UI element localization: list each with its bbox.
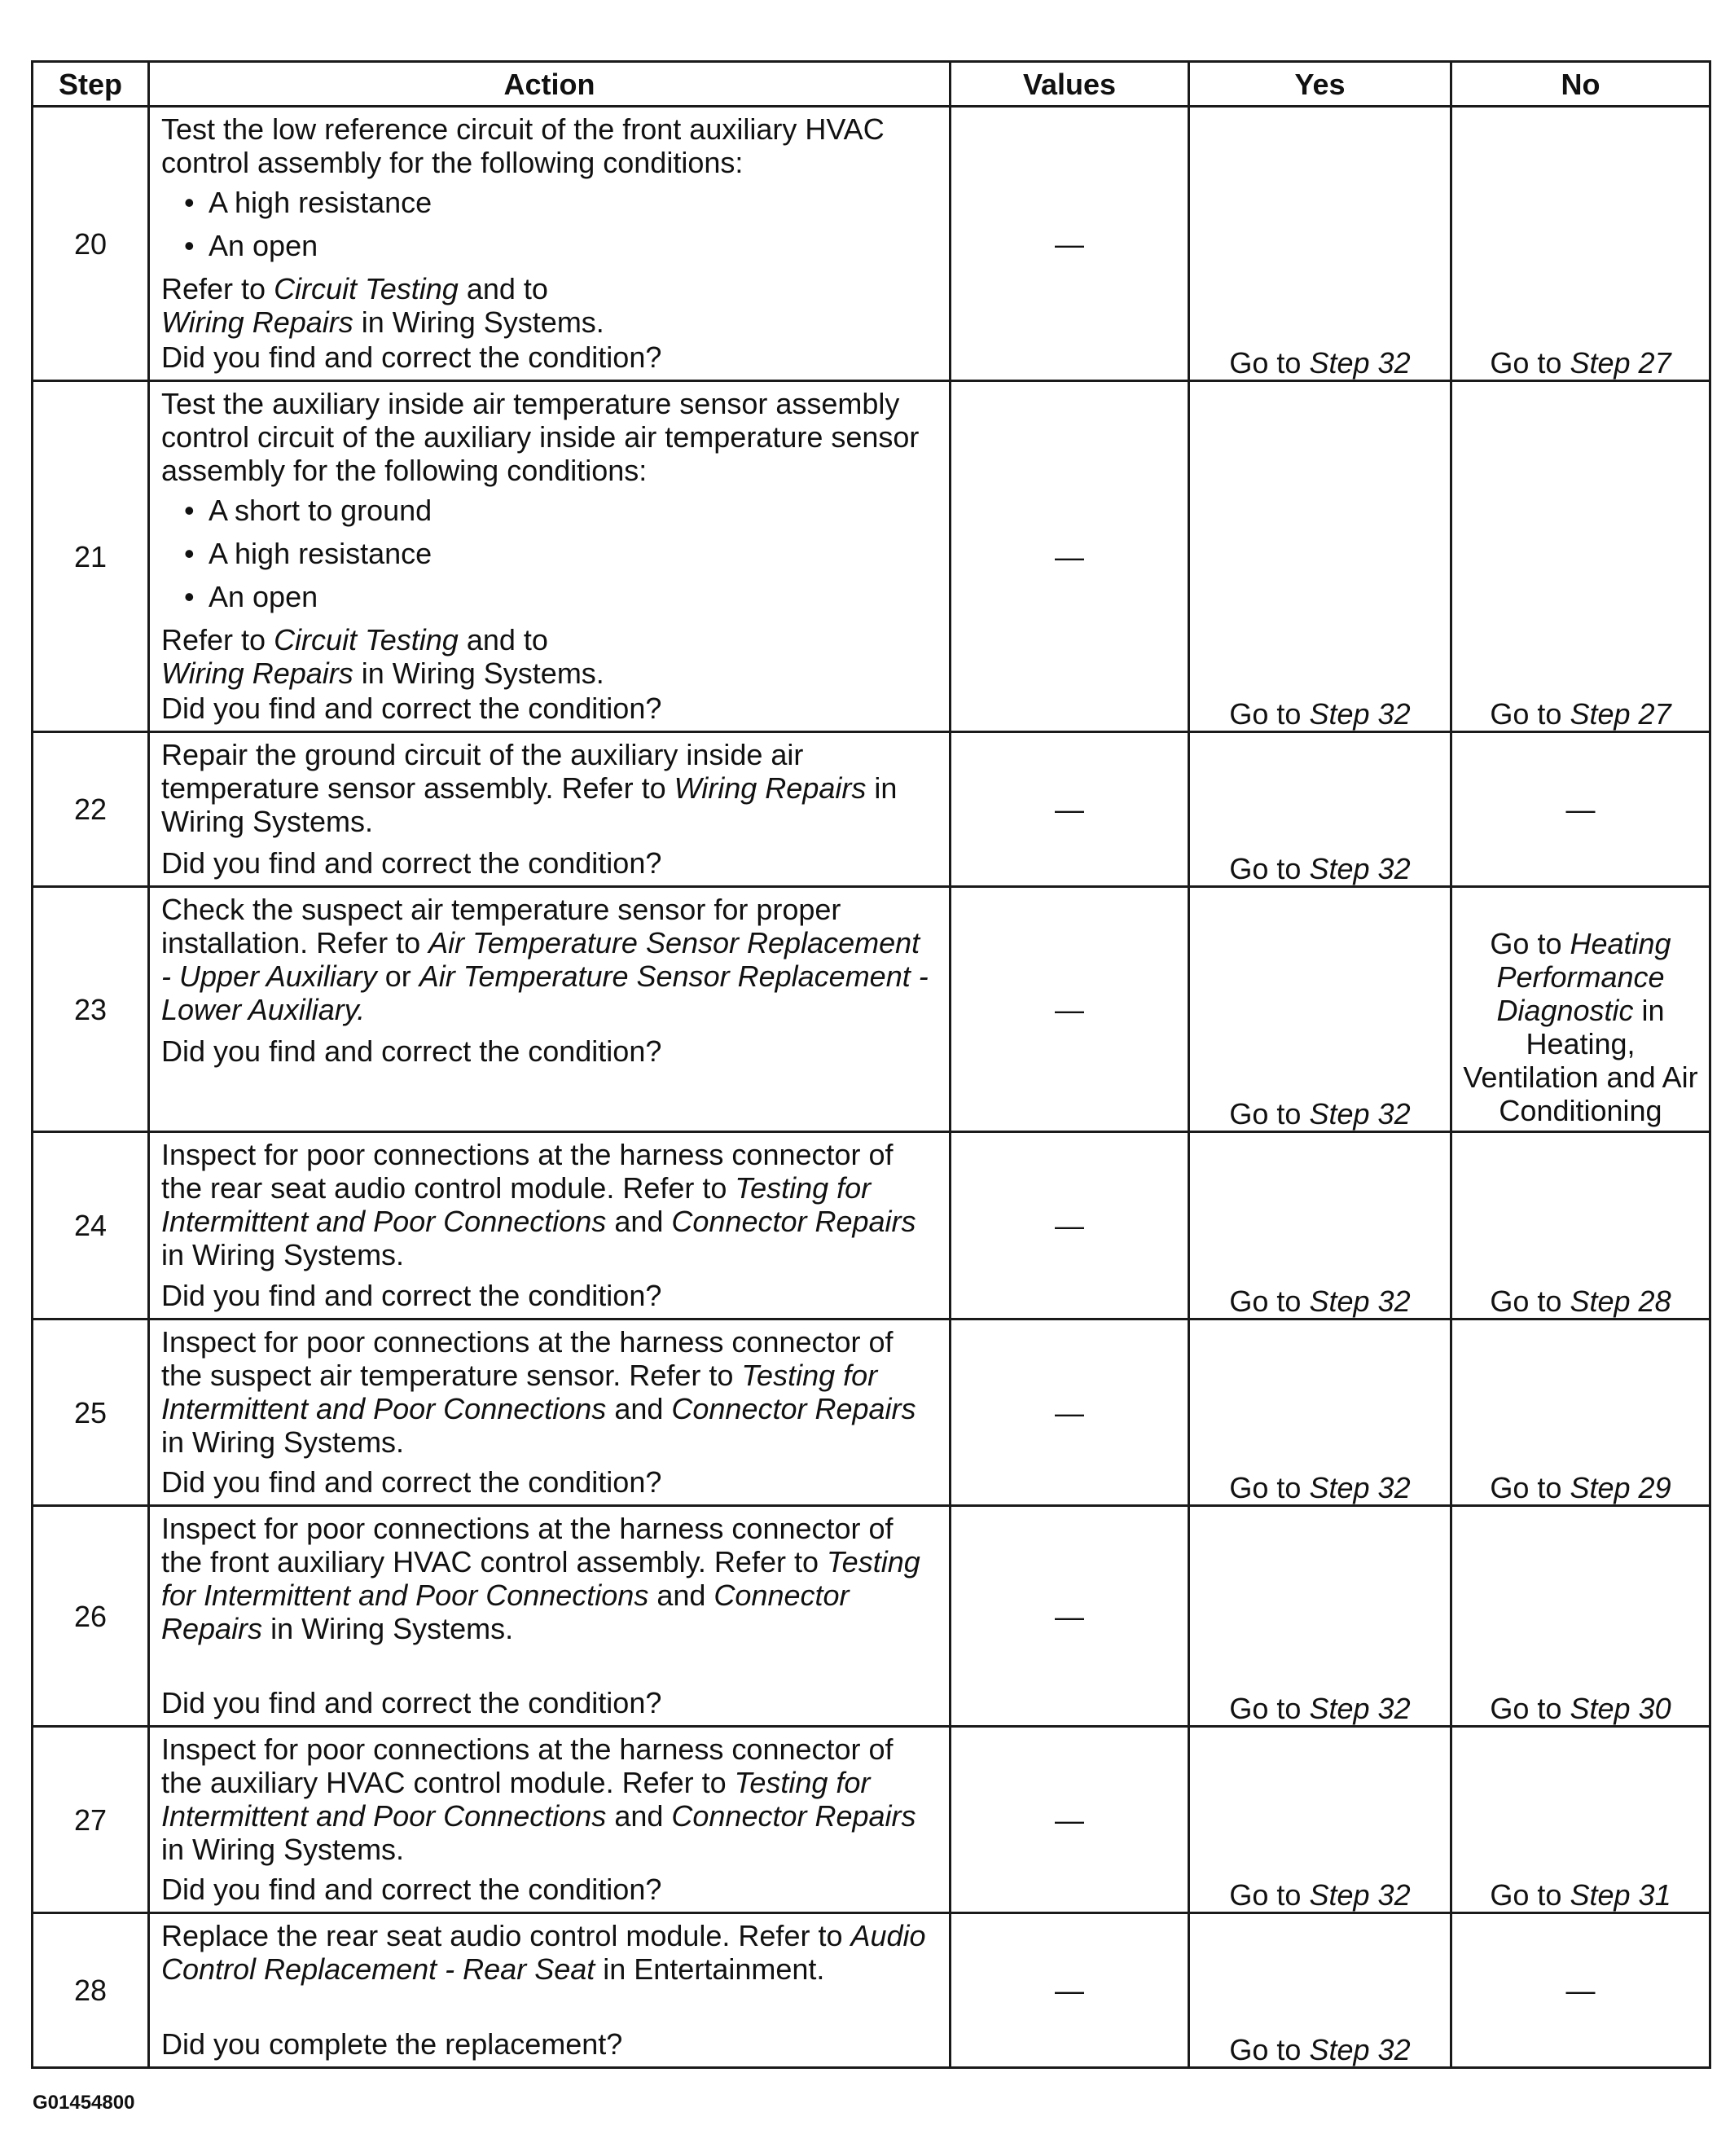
list-item: • A short to ground xyxy=(209,494,937,527)
values-cell: — xyxy=(951,732,1189,887)
action-cell xyxy=(149,1913,951,2068)
refer-text: Refer to Circuit Testing and to Wiring Repairs in Wiring Systems. xyxy=(161,272,604,339)
list-item: • An open xyxy=(209,229,937,262)
no-cell: — xyxy=(1451,1913,1710,2068)
values-cell: — xyxy=(951,381,1189,732)
step-number: 27 xyxy=(33,1727,149,1913)
table-row xyxy=(33,1320,1710,1506)
action-question: Did you find and correct the condition? xyxy=(161,692,662,725)
table-row xyxy=(33,1132,1710,1320)
no-cell: Go to Heating Performance Diagnostic in Heating, Ventilation and Air Conditioning xyxy=(1451,887,1710,1132)
action-cell xyxy=(149,381,951,732)
condition-list xyxy=(161,494,937,613)
action-text: Inspect for poor connections at the harness connector of the suspect air temperature sensor. Refer to Testing for Intermittent and Poor Connections and Connector Repairs in Wiring Systems. xyxy=(161,1325,916,1459)
action-question: Did you find and correct the condition? xyxy=(161,1034,662,1068)
reference-link: Circuit Testing xyxy=(274,623,459,656)
table-row xyxy=(33,732,1710,887)
yes-cell: Go to Step 32 xyxy=(1189,732,1451,887)
step-number: 26 xyxy=(33,1506,149,1727)
reference-link: Connector Repairs xyxy=(671,1205,916,1238)
action-text: Inspect for poor connections at the harness connector of the rear seat audio control module. Refer to Testing for Intermittent and Poor Connections and Connector Repairs in Wiring Systems. xyxy=(161,1138,916,1271)
list-item: • A high resistance xyxy=(209,537,937,570)
list-item: • An open xyxy=(209,580,937,613)
no-cell: Go to Step 29 xyxy=(1451,1320,1710,1506)
reference-link: Air Temperature Sensor Replacement - Lower Auxiliary. xyxy=(161,959,929,1026)
yes-cell: Go to Step 32 xyxy=(1189,1506,1451,1727)
table-row xyxy=(33,1506,1710,1727)
condition-list xyxy=(161,186,937,262)
yes-cell: Go to Step 32 xyxy=(1189,1727,1451,1913)
reference-link: Wiring Repairs xyxy=(161,305,353,339)
values-cell: — xyxy=(951,1727,1189,1913)
table-row xyxy=(33,381,1710,732)
column-header-yes: Yes xyxy=(1189,62,1451,107)
values-cell: — xyxy=(951,1913,1189,2068)
reference-link: Heating Performance Diagnostic xyxy=(1496,927,1671,1027)
refer-text: Refer to Circuit Testing and to Wiring Repairs in Wiring Systems. xyxy=(161,623,604,690)
reference-link: Testing for Intermittent and Poor Connections xyxy=(161,1545,920,1612)
yes-cell: Go to Step 32 xyxy=(1189,381,1451,732)
action-question: Did you find and correct the condition? xyxy=(161,846,662,880)
step-number: 28 xyxy=(33,1913,149,2068)
yes-cell: Go to Step 32 xyxy=(1189,1320,1451,1506)
reference-link: Wiring Repairs xyxy=(161,656,353,690)
reference-link: Testing for Intermittent and Poor Connections xyxy=(161,1171,872,1238)
values-cell: — xyxy=(951,1320,1189,1506)
action-question: Did you find and correct the condition? xyxy=(161,1279,662,1312)
reference-link: Audio Control Replacement - Rear Seat xyxy=(161,1919,926,1986)
reference-link: Connector Repairs xyxy=(671,1799,916,1833)
action-text: Repair the ground circuit of the auxiliary inside air temperature sensor assembly. Refer to Wiring Repairs in Wiring Systems. xyxy=(161,738,898,838)
values-cell: — xyxy=(951,1132,1189,1320)
values-cell: — xyxy=(951,1506,1189,1727)
step-number: 25 xyxy=(33,1320,149,1506)
action-cell xyxy=(149,1506,951,1727)
action-question: Did you complete the replacement? xyxy=(161,2027,623,2061)
column-header-no: No xyxy=(1451,62,1710,107)
action-question: Did you find and correct the condition? xyxy=(161,1686,662,1719)
action-text: Check the suspect air temperature sensor for proper installation. Refer to Air Temperature Sensor Replacement - Upper Auxiliary or Air Temperature Sensor Replacement - Lower Auxiliary. xyxy=(161,893,929,1026)
step-number: 21 xyxy=(33,381,149,732)
table-row xyxy=(33,107,1710,381)
list-item: • A high resistance xyxy=(209,186,937,219)
action-cell xyxy=(149,732,951,887)
column-header-step: Step xyxy=(33,62,149,107)
values-cell: — xyxy=(951,107,1189,381)
diagnostic-table xyxy=(31,60,1711,2069)
reference-link: Connector Repairs xyxy=(161,1579,850,1645)
table-row xyxy=(33,887,1710,1132)
action-cell xyxy=(149,1727,951,1913)
no-cell: Go to Step 31 xyxy=(1451,1727,1710,1913)
values-cell: — xyxy=(951,887,1189,1132)
yes-cell: Go to Step 32 xyxy=(1189,1913,1451,2068)
yes-cell: Go to Step 32 xyxy=(1189,1132,1451,1320)
reference-link: Air Temperature Sensor Replacement - Upper Auxiliary xyxy=(161,926,920,993)
yes-cell: Go to Step 32 xyxy=(1189,887,1451,1132)
reference-link: Testing for Intermittent and Poor Connections xyxy=(161,1766,871,1833)
column-header-values: Values xyxy=(951,62,1189,107)
no-cell: Go to Step 28 xyxy=(1451,1132,1710,1320)
reference-link: Connector Repairs xyxy=(671,1392,916,1425)
action-cell xyxy=(149,1132,951,1320)
step-number: 20 xyxy=(33,107,149,381)
step-number: 23 xyxy=(33,887,149,1132)
reference-link: Circuit Testing xyxy=(274,272,459,305)
action-intro: Test the auxiliary inside air temperature sensor assembly control circuit of the auxiliary inside air temperature sensor assembly for the following conditions: xyxy=(161,387,920,487)
table-header-row xyxy=(33,62,1710,107)
action-cell xyxy=(149,1320,951,1506)
no-cell: — xyxy=(1451,732,1710,887)
action-question: Did you find and correct the condition? xyxy=(161,340,662,374)
table-row xyxy=(33,1913,1710,2068)
action-question: Did you find and correct the condition? xyxy=(161,1465,662,1499)
action-text: Inspect for poor connections at the harness connector of the auxiliary HVAC control module. Refer to Testing for Intermittent and Poor Connections and Connector Repairs in Wiring Systems. xyxy=(161,1732,916,1866)
column-header-action: Action xyxy=(149,62,951,107)
no-cell: Go to Step 30 xyxy=(1451,1506,1710,1727)
action-question: Did you find and correct the condition? xyxy=(161,1873,662,1906)
yes-cell: Go to Step 32 xyxy=(1189,107,1451,381)
no-cell: Go to Step 27 xyxy=(1451,107,1710,381)
action-cell xyxy=(149,887,951,1132)
step-number: 22 xyxy=(33,732,149,887)
figure-id: G01454800 xyxy=(33,2092,135,2114)
action-text: Replace the rear seat audio control module. Refer to Audio Control Replacement - Rear Seat in Entertainment. xyxy=(161,1919,926,1986)
action-cell xyxy=(149,107,951,381)
no-cell: Go to Step 27 xyxy=(1451,381,1710,732)
step-number: 24 xyxy=(33,1132,149,1320)
action-intro: Test the low reference circuit of the front auxiliary HVAC control assembly for the following conditions: xyxy=(161,112,885,179)
reference-link: Testing for Intermittent and Poor Connections xyxy=(161,1359,878,1425)
reference-link: Wiring Repairs xyxy=(674,771,867,805)
action-text: Inspect for poor connections at the harness connector of the front auxiliary HVAC control assembly. Refer to Testing for Intermittent and Poor Connections and Connector Repairs in Wiring Systems. xyxy=(161,1512,920,1645)
table-row xyxy=(33,1727,1710,1913)
